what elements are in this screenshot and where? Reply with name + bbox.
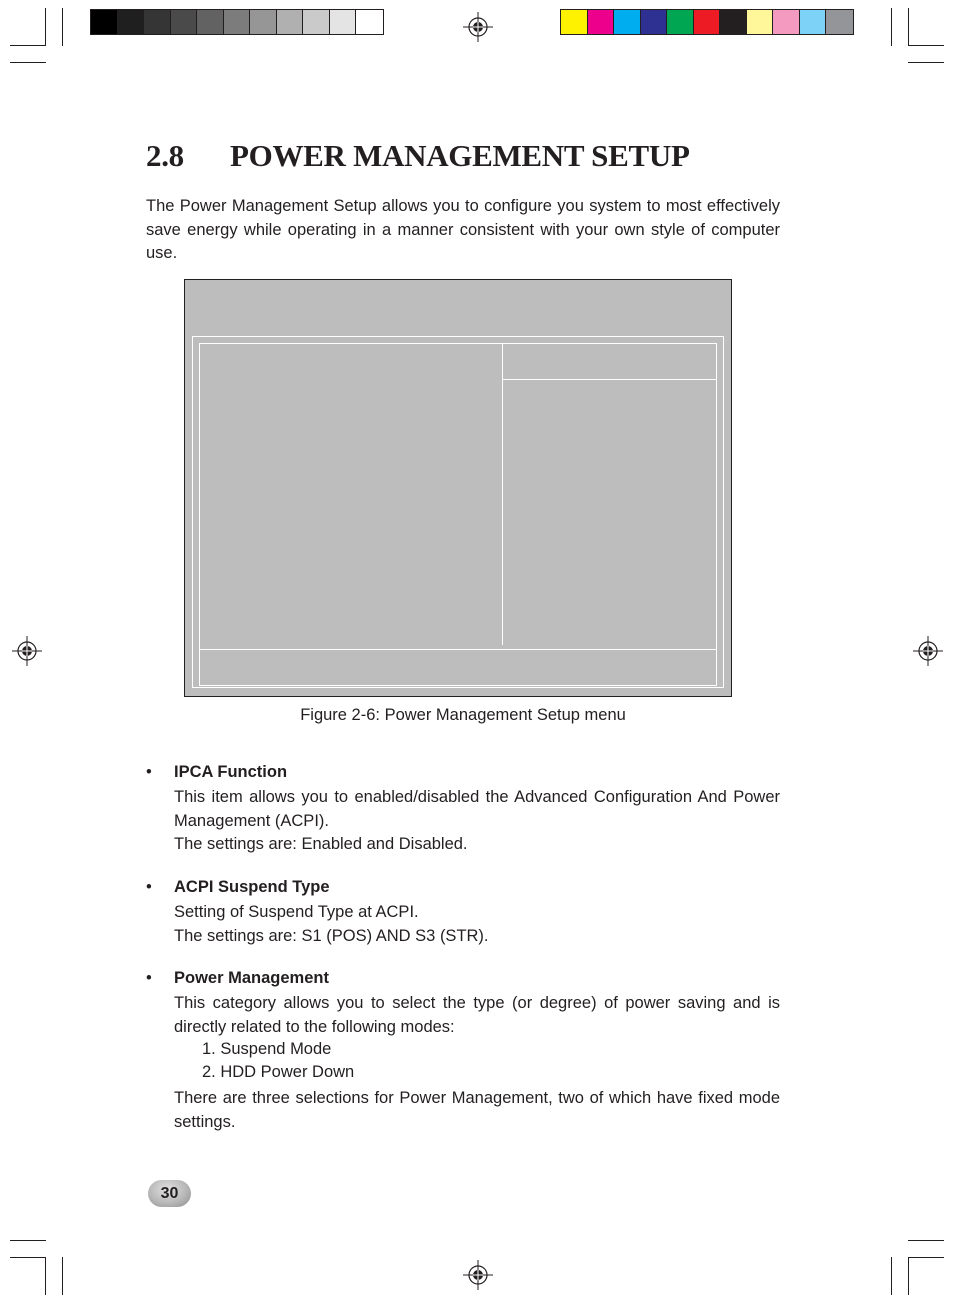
color-swatch: [800, 10, 827, 34]
color-swatch: [720, 10, 747, 34]
color-swatch: [277, 10, 304, 34]
color-swatch: [118, 10, 145, 34]
item-closing: There are three selections for Power Management, two of which have fixed mode settings.: [174, 1089, 780, 1131]
item-title-ipca: IPCA Function: [174, 763, 288, 781]
bullet-icon: •: [146, 878, 152, 896]
item-description: Setting of Suspend Type at ACPI.: [174, 903, 419, 921]
color-swatch: [747, 10, 774, 34]
color-swatch: [197, 10, 224, 34]
registration-mark-icon: [12, 636, 42, 666]
registration-mark-icon: [463, 12, 493, 42]
item-description: This item allows you to enabled/disabled the Advanced Configuration And Power Management (ACPI).: [174, 788, 780, 830]
color-swatch: [588, 10, 615, 34]
bullet-icon: •: [146, 763, 152, 781]
mode-list-item: 1. Suspend Mode: [202, 1040, 332, 1058]
bios-inner-frame: [199, 343, 717, 686]
color-swatch: [250, 10, 277, 34]
mode-list-item: 2. HDD Power Down: [202, 1063, 355, 1081]
color-swatch: [561, 10, 588, 34]
figure-caption: Figure 2-6: Power Management Setup menu: [300, 706, 626, 724]
color-swatch: [694, 10, 721, 34]
color-swatch: [91, 10, 118, 34]
color-swatch-bar: [560, 9, 854, 35]
color-swatch: [826, 10, 853, 34]
registration-mark-icon: [463, 1260, 493, 1290]
bios-column-divider: [502, 344, 503, 645]
color-swatch: [171, 10, 198, 34]
color-swatch: [614, 10, 641, 34]
grayscale-swatch-bar: [90, 9, 384, 35]
item-settings: The settings are: Enabled and Disabled.: [174, 835, 468, 853]
color-swatch: [330, 10, 357, 34]
item-settings: The settings are: S1 (POS) AND S3 (STR).: [174, 927, 489, 945]
item-title-acpi-suspend-type: ACPI Suspend Type: [174, 878, 330, 896]
section-heading: [146, 138, 690, 174]
item-description: This category allows you to select the type (or degree) of power saving and is directly related to the following modes:: [174, 994, 780, 1036]
bullet-icon: •: [146, 969, 152, 987]
color-swatch: [641, 10, 668, 34]
registration-mark-icon: [913, 636, 943, 666]
color-swatch: [224, 10, 251, 34]
item-title-power-management: Power Management: [174, 969, 329, 987]
section-number: 2.8: [146, 138, 184, 173]
color-swatch: [303, 10, 330, 34]
intro-paragraph: The Power Management Setup allows you to configure you system to most effectively save energy while operating in a manner consistent with your own style of computer use.: [146, 197, 780, 262]
bios-footer-divider: [200, 649, 716, 650]
page-number-badge: 30: [148, 1180, 191, 1207]
color-swatch: [667, 10, 694, 34]
section-title: POWER MANAGEMENT SETUP: [230, 138, 690, 173]
bios-screenshot-figure: [184, 279, 732, 697]
color-swatch: [773, 10, 800, 34]
color-swatch: [356, 10, 383, 34]
color-swatch: [144, 10, 171, 34]
bios-help-header-divider: [503, 379, 716, 380]
